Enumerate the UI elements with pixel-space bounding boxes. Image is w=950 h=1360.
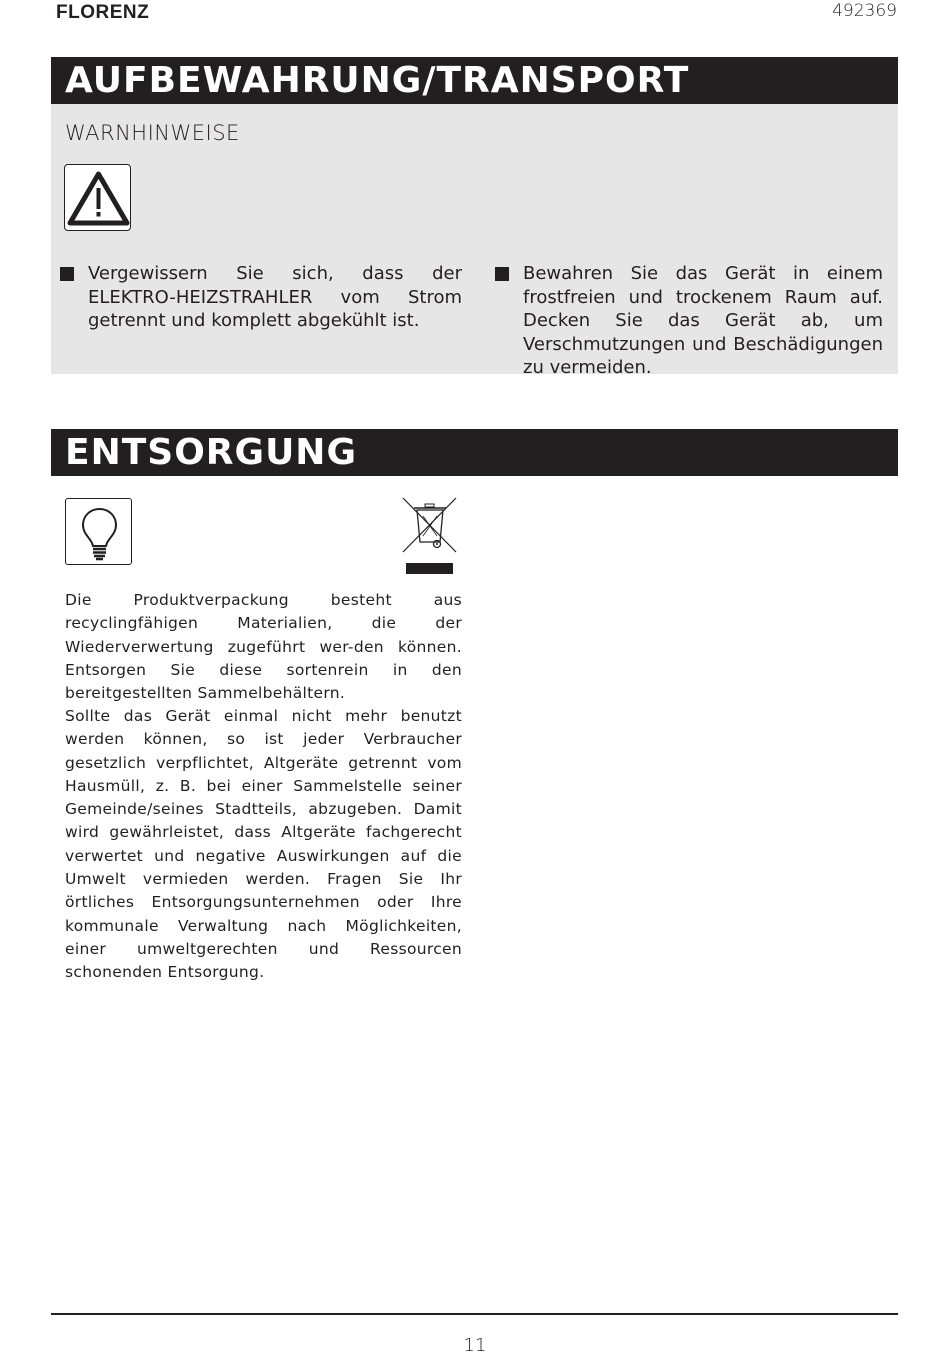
bullet-marker	[60, 267, 74, 281]
bullet-marker	[495, 267, 509, 281]
section-title-disposal: ENTSORGUNG	[51, 429, 898, 476]
section-title-storage: AUFBEWAHRUNG/TRANSPORT	[51, 57, 898, 104]
light-bulb-icon	[65, 498, 132, 565]
footer-divider	[51, 1313, 898, 1315]
document-number: 492369	[832, 1, 897, 21]
crossed-out-wheelie-bin-icon	[401, 496, 459, 582]
warning-text: Bewahren Sie das Gerät in einem frostfreien und trockenem Raum auf. Decken Sie das Gerät ab, um Verschmutzungen und Beschädigungen zu vermeiden.	[523, 263, 883, 378]
warning-text: Vergewissern Sie sich, dass der ELEKTRO-HEIZSTRAHLER vom Strom getrennt und komplett abgekühlt ist.	[88, 263, 462, 331]
page-number: 11	[463, 1335, 487, 1356]
warnings-subheading: WARNHINWEISE	[65, 121, 240, 145]
brand-name: FLORENZ	[56, 2, 150, 23]
disposal-paragraph: Sollte das Gerät einmal nicht mehr benutzt werden können, so ist jeder Verbraucher gesetzlich verpflichtet, Altgeräte getrennt vom Hausmüll, z. B. bei einer Sammelstelle seiner Gemeinde/seines Stadtteils, abzugeben. Damit wird gewährleistet, dass Altgeräte fachgerecht verwertet und negative Auswirkungen auf die Umwelt vermieden werden. Fragen Sie Ihr örtliches Entsorgungsunternehmen oder Ihre kommunale Verwaltung nach Möglichkeiten, einer umweltgerechten und Ressourcen schonenden Entsorgung.	[65, 707, 462, 982]
warning-triangle-icon	[64, 164, 131, 231]
packaging-paragraph: Die Produktverpackung besteht aus recyclingfähigen Materialien, die der Wiederverwertung zugeführt wer-den können. Entsorgen Sie diese sortenrein in den bereitgestellten Sammelbehältern.	[65, 591, 462, 703]
